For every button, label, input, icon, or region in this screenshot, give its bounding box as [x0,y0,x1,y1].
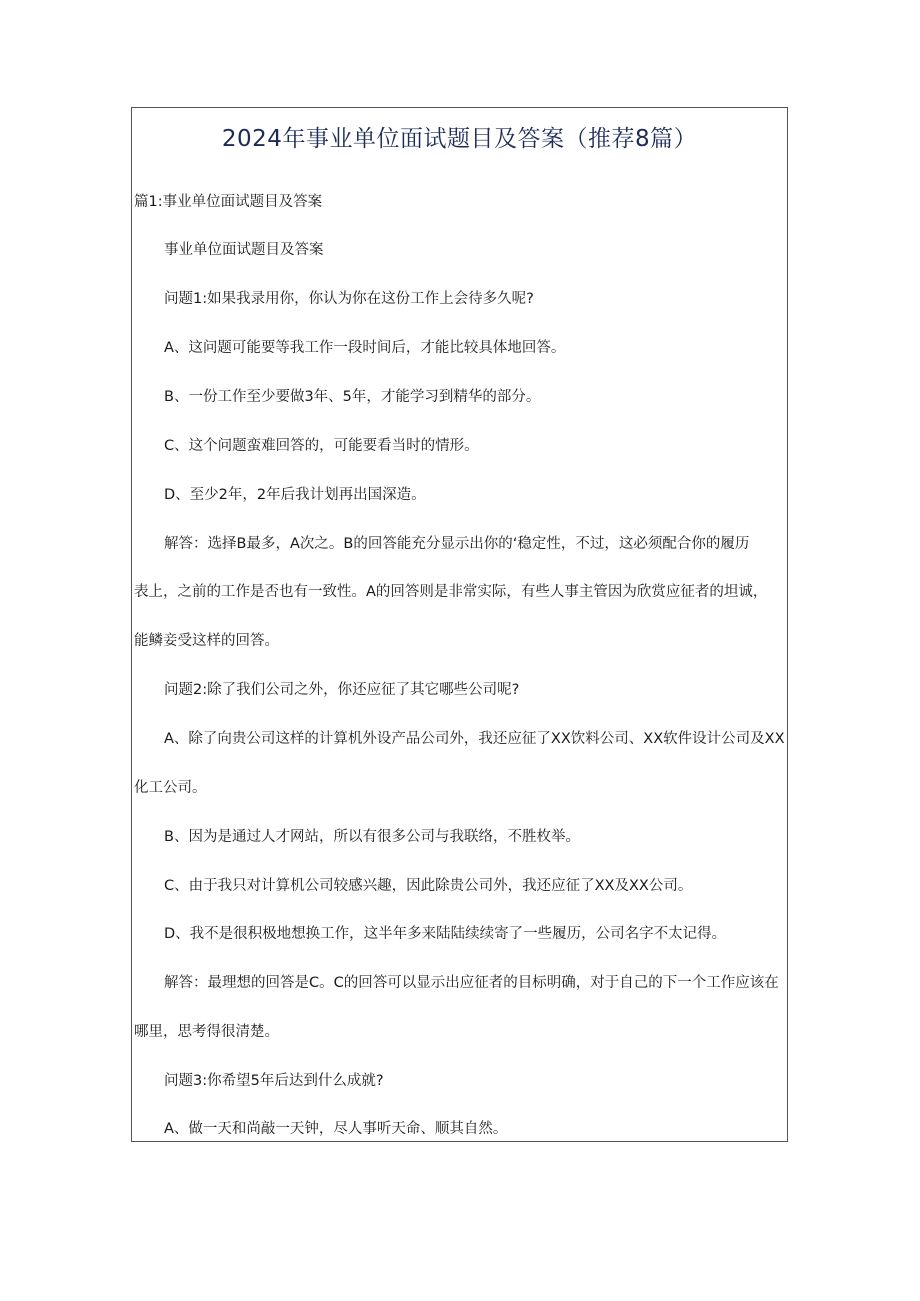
q2-option-a-line-2: 化工公司。 [134,780,207,796]
question-3: 问题3:你希望5年后达到什么成就? [164,1073,384,1089]
document-page [131,107,788,1142]
sub-heading: 事业单位面试题目及答案 [164,242,324,258]
q1-option-d: D、至少2年，2年后我计划再出国深造。 [164,487,426,503]
section-heading: 篇1:事业单位面试题目及答案 [134,194,323,210]
q1-answer-line-2: 表上，之前的工作是否也有一致性。A的回答则是非常实际，有些人事主管因为欣赏应征者的坦诚， [134,584,768,600]
q3-option-a: A、做一天和尚敲一天钟，尽人事听天命、顺其自然。 [164,1121,508,1137]
document-title: 2024年事业单位面试题目及答案（推荐8篇） [221,126,698,152]
q2-option-d: D、我不是很积极地想换工作，这半年多来陆陆续续寄了一些履历，公司名字不太记得。 [164,926,727,942]
q2-answer-line-1: 解答：最理想的回答是C。C的回答可以显示出应征者的目标明确，对于自己的下一个工作应该在 [164,975,779,991]
q1-answer-line-3: 能鳞妾受这样的回答。 [134,633,279,649]
question-1: 问题1:如果我录用你，你认为你在这份工作上会待多久呢? [164,291,534,307]
q2-option-b: B、因为是通过人才网站，所以有很多公司与我联络，不胜枚举。 [164,829,580,845]
q2-answer-line-2: 哪里，思考得很清楚。 [134,1024,279,1040]
question-2: 问题2:除了我们公司之外，你还应征了其它哪些公司呢? [164,682,520,698]
q1-answer-line-1: 解答：选择B最多，A次之。B的回答能充分显示出你的‘稳定性，不过，这必须配合你的履历 [164,536,750,552]
q2-option-c: C、由于我只对计算机公司较感兴趣，因此除贵公司外，我还应征了XX及XX公司。 [164,878,693,894]
q1-option-b: B、一份工作至少要做3年、5年，才能学习到精华的部分。 [164,389,541,405]
q1-option-c: C、这个问题蛮难回答的，可能要看当时的情形。 [164,438,479,454]
q1-option-a: A、这问题可能要等我工作一段时间后，才能比较具体地回答。 [164,340,566,356]
q2-option-a-line-1: A、除了向贵公司这样的计算机外设产品公司外，我还应征了XX饮料公司、XX软件设计公司及XX [164,731,785,747]
